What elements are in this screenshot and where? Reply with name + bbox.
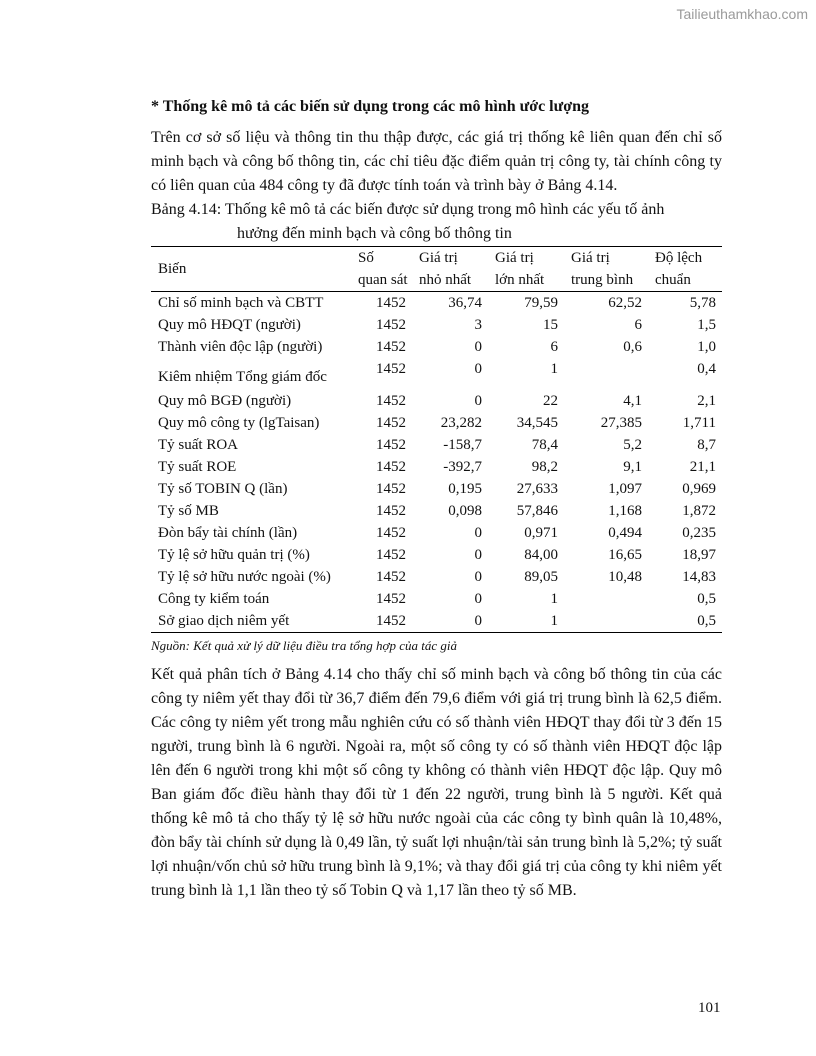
cell-variable: Thành viên độc lập (người) <box>158 339 323 355</box>
cell-sd: 1,0 <box>697 339 716 355</box>
page-content <box>151 96 722 903</box>
cell-variable: Tỷ số TOBIN Q (lần) <box>158 481 288 497</box>
cell-mean: 27,385 <box>600 415 642 431</box>
cell-sd: 1,872 <box>682 503 716 519</box>
watermark: Tailieuthamkhao.com <box>676 6 808 22</box>
header-max-line2: lớn nhất <box>488 269 564 292</box>
cell-variable: Tỷ số MB <box>158 503 219 519</box>
cell-mean: 9,1 <box>623 459 642 475</box>
table-row <box>151 566 722 588</box>
cell-max: 1 <box>488 610 564 633</box>
cell-mean: 10,48 <box>608 569 642 585</box>
cell-min: 36,74 <box>448 295 482 311</box>
section-heading: * Thống kê mô tả các biến sử dụng trong các mô hình ước lượng <box>151 98 589 115</box>
cell-obs: 1452 <box>376 361 406 377</box>
cell-variable: Kiêm nhiệm Tổng giám đốc <box>158 369 327 385</box>
cell-min: 0 <box>474 569 482 585</box>
cell-min: 23,282 <box>440 415 482 431</box>
cell-obs: 1452 <box>351 610 412 633</box>
cell-variable: Tỷ lệ sở hữu nước ngoài (%) <box>158 569 331 585</box>
cell-variable: Quy mô công ty (lgTaisan) <box>158 415 320 431</box>
cell-mean: 6 <box>634 317 642 333</box>
cell-min: 0 <box>474 339 482 355</box>
cell-obs: 1452 <box>376 525 406 541</box>
cell-min: 0,098 <box>448 503 482 519</box>
header-mean-line2: trung bình <box>564 269 648 292</box>
cell-mean: 0,6 <box>623 339 642 355</box>
cell-obs: 1452 <box>376 393 406 409</box>
cell-mean <box>564 358 648 390</box>
header-obs-line2: quan sát <box>351 269 412 292</box>
cell-obs: 1452 <box>376 569 406 585</box>
cell-sd: 0,5 <box>648 610 722 633</box>
header-sd-line2: chuẩn <box>648 269 722 292</box>
cell-min: 3 <box>474 317 482 333</box>
cell-sd: 2,1 <box>697 393 716 409</box>
cell-sd: 8,7 <box>697 437 716 453</box>
cell-obs: 1452 <box>376 295 406 311</box>
cell-variable: Công ty kiểm toán <box>158 591 270 607</box>
cell-variable: Tỷ suất ROE <box>158 459 237 475</box>
header-mean-line1: Giá trị <box>564 247 648 270</box>
cell-obs: 1452 <box>376 547 406 563</box>
header-obs-line1: Số <box>351 247 412 270</box>
cell-obs: 1452 <box>376 415 406 431</box>
page-number: 101 <box>698 1000 721 1016</box>
cell-min: 0 <box>474 591 482 607</box>
cell-mean: 62,52 <box>608 295 642 311</box>
table-row <box>151 434 722 456</box>
cell-sd: 18,97 <box>682 547 716 563</box>
header-min-line1: Giá trị <box>412 247 488 270</box>
cell-variable: Tỷ suất ROA <box>158 437 238 453</box>
table-caption-line1: Bảng 4.14: Thống kê mô tả các biến được sử dụng trong mô hình các yếu tố ảnh <box>151 201 665 218</box>
descriptive-stats-table <box>151 246 722 633</box>
table-row <box>151 390 722 412</box>
cell-max: 84,00 <box>524 547 558 563</box>
analysis-paragraph: Kết quả phân tích ở Bảng 4.14 cho thấy chỉ số minh bạch và công bố thông tin của các công ty niêm yết thay đổi từ 36,7 điểm đến 79,6 điểm với giá trị trung bình là 62,5 điểm. Các công ty niêm yết trong mẫu nghiên cứu có số thành viên HĐQT thay đổi từ 3 đến 15 người, trung bình là 6 người. Ngoài ra, một số công ty có số thành viên HĐQT độc lập lên đến 6 người trong khi một số công ty không có thành viên HĐQT độc lập. Quy mô Ban giám đốc điều hành thay đổi từ 1 đến 22 người, trung bình là 5 người. Kết quả thống kê mô tả cho thấy tỷ lệ sở hữu nước ngoài của các công ty bình quân là 10,48%, đòn bẩy tài chính sử dụng là 0,49 lần, tỷ suất lợi nhuận/tài sản trung bình là 5,2%; tỷ suất lợi nhuận/vốn chủ sở hữu trung bình là 9,1%; và thay đổi giá trị của công ty khi niêm yết trung bình là 1,1 lần theo tỷ số Tobin Q và 1,17 lần theo tỷ số MB. <box>151 666 722 899</box>
cell-variable: Quy mô BGĐ (người) <box>158 393 292 409</box>
table-row <box>151 336 722 358</box>
cell-min: 0 <box>474 547 482 563</box>
cell-mean: 0,494 <box>608 525 642 541</box>
table-source: Nguồn: Kết quả xử lý dữ liệu điều tra tổng hợp của tác giả <box>151 638 457 653</box>
header-variable: Biến <box>151 247 351 292</box>
cell-sd: 0,969 <box>682 481 716 497</box>
header-sd-line1: Độ lệch <box>648 247 722 270</box>
cell-min: 0 <box>474 361 482 377</box>
table-row <box>151 544 722 566</box>
cell-mean: 16,65 <box>608 547 642 563</box>
cell-max: 27,633 <box>516 481 558 497</box>
header-min-line2: nhỏ nhất <box>412 269 488 292</box>
cell-max: 1 <box>550 361 558 377</box>
cell-sd: 5,78 <box>689 295 716 311</box>
intro-paragraph: Trên cơ sở số liệu và thông tin thu thập được, các giá trị thống kê liên quan đến chỉ số minh bạch và công bố thông tin, các chỉ tiêu đặc điểm quản trị công ty, tài chính công ty có liên quan của 484 công ty đã được tính toán và trình bày ở Bảng 4.14. <box>151 129 722 194</box>
cell-obs: 1452 <box>376 317 406 333</box>
cell-obs: 1452 <box>376 591 406 607</box>
cell-obs: 1452 <box>376 437 406 453</box>
cell-max: 1 <box>550 591 558 607</box>
cell-max: 0,971 <box>524 525 558 541</box>
table-body <box>151 292 722 633</box>
cell-sd: 0,4 <box>697 361 716 377</box>
cell-mean: 5,2 <box>623 437 642 453</box>
table-row <box>151 412 722 434</box>
cell-variable: Đòn bẩy tài chính (lần) <box>158 525 298 541</box>
table-row <box>151 522 722 544</box>
cell-max: 15 <box>543 317 558 333</box>
table-row <box>151 478 722 500</box>
cell-variable: Quy mô HĐQT (người) <box>158 317 301 333</box>
cell-sd: 14,83 <box>682 569 716 585</box>
cell-obs: 1452 <box>376 481 406 497</box>
cell-variable: Tỷ lệ sở hữu quản trị (%) <box>158 547 310 563</box>
cell-mean: 1,168 <box>608 503 642 519</box>
cell-min: 0 <box>412 610 488 633</box>
table-row <box>151 500 722 522</box>
cell-mean <box>564 588 648 610</box>
table-row <box>151 588 722 610</box>
cell-max: 98,2 <box>531 459 558 475</box>
cell-obs: 1452 <box>376 339 406 355</box>
cell-variable: Chỉ số minh bạch và CBTT <box>158 295 324 311</box>
cell-max: 22 <box>543 393 558 409</box>
table-row <box>151 292 722 315</box>
cell-sd: 0,5 <box>697 591 716 607</box>
header-max-line1: Giá trị <box>488 247 564 270</box>
cell-max: 79,59 <box>524 295 558 311</box>
cell-min: 0 <box>474 525 482 541</box>
cell-min: 0 <box>474 393 482 409</box>
cell-min: -158,7 <box>443 437 482 453</box>
cell-max: 34,545 <box>516 415 558 431</box>
cell-min: -392,7 <box>443 459 482 475</box>
cell-sd: 0,235 <box>682 525 716 541</box>
cell-sd: 21,1 <box>689 459 716 475</box>
cell-obs: 1452 <box>376 459 406 475</box>
cell-mean: 1,097 <box>608 481 642 497</box>
table-row <box>151 610 722 633</box>
cell-max: 78,4 <box>531 437 558 453</box>
cell-sd: 1,711 <box>682 415 716 431</box>
cell-max: 57,846 <box>516 503 558 519</box>
cell-max: 6 <box>550 339 558 355</box>
cell-obs: 1452 <box>376 503 406 519</box>
cell-sd: 1,5 <box>697 317 716 333</box>
table-row <box>151 456 722 478</box>
cell-mean: 4,1 <box>623 393 642 409</box>
cell-variable: Sở giao dịch niêm yết <box>151 610 351 633</box>
table-caption <box>151 198 722 246</box>
cell-min: 0,195 <box>448 481 482 497</box>
table-caption-line2: hưởng đến minh bạch và công bố thông tin <box>237 225 512 242</box>
table-row <box>151 358 722 390</box>
cell-max: 89,05 <box>524 569 558 585</box>
table-row <box>151 314 722 336</box>
cell-mean <box>564 610 648 633</box>
